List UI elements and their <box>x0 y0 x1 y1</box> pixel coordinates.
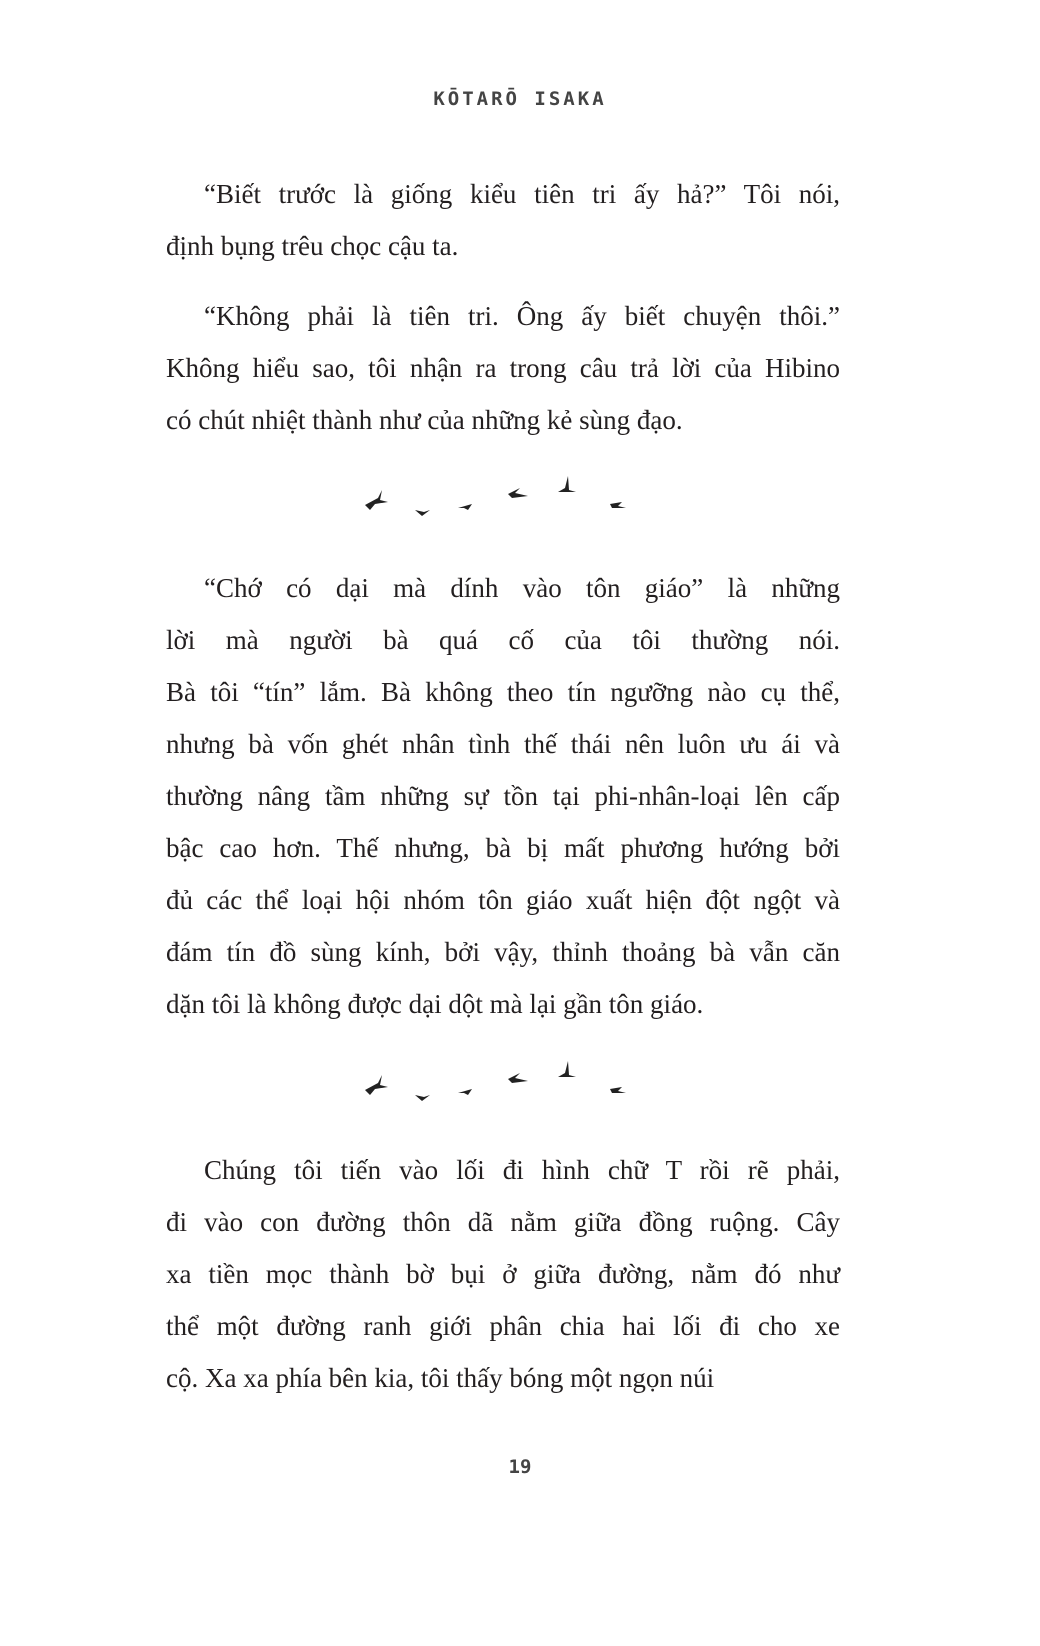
bird-ornament-divider <box>360 470 640 520</box>
text-line: đám tín đồ sùng kính, bởi vậy, thỉnh thoảng bà vẫn căn <box>166 937 840 967</box>
paragraph-2 <box>166 290 840 446</box>
bird-icon <box>610 1087 626 1093</box>
text-line: thường nâng tầm những sự tồn tại phi-nhân-loại lên cấp <box>166 781 840 811</box>
bird-icon <box>558 1061 576 1077</box>
text-line: Chúng tôi tiến vào lối đi hình chữ T rồi rẽ phải, <box>204 1155 840 1185</box>
text-line: “Không phải là tiên tri. Ông ấy biết chuyện thôi.” <box>204 301 840 331</box>
paragraph-1 <box>166 168 840 272</box>
bird-icon <box>610 502 626 508</box>
bird-icon <box>365 490 388 510</box>
page-number: 19 <box>508 1456 532 1478</box>
text-line: “Chớ có dại mà dính vào tôn giáo” là những <box>204 573 840 603</box>
bird-icon <box>558 476 576 492</box>
bird-icon <box>415 1095 430 1101</box>
text-line: có chút nhiệt thành như của những kẻ sùng đạo. <box>166 405 683 435</box>
bird-icon <box>458 504 472 510</box>
text-line: định bụng trêu chọc cậu ta. <box>166 231 459 261</box>
text-line: thể một đường ranh giới phân chia hai lối đi cho xe <box>166 1311 840 1341</box>
text-line: Không hiểu sao, tôi nhận ra trong câu trả lời của Hibino <box>166 353 840 383</box>
running-header-author: KŌTARŌ ISAKA <box>433 88 607 110</box>
text-line: đi vào con đường thôn dã nằm giữa đồng ruộng. Cây <box>166 1207 840 1237</box>
bird-icon <box>365 1075 388 1095</box>
text-line: đủ các thể loại hội nhóm tôn giáo xuất hiện đột ngột và <box>166 885 840 915</box>
text-line: cộ. Xa xa phía bên kia, tôi thấy bóng một ngọn núi <box>166 1363 715 1393</box>
bird-icon <box>508 488 528 498</box>
paragraph-3 <box>166 562 840 1030</box>
bird-icon <box>458 1089 472 1095</box>
text-line: Bà tôi “tín” lắm. Bà không theo tín ngưỡng nào cụ thể, <box>166 677 840 707</box>
text-line: nhưng bà vốn ghét nhân tình thế thái nên luôn ưu ái và <box>166 729 840 759</box>
bird-icon <box>415 510 430 516</box>
text-line: “Biết trước là giống kiểu tiên tri ấy hả?” Tôi nói, <box>204 179 840 209</box>
text-line: dặn tôi là không được dại dột mà lại gần tôn giáo. <box>166 989 704 1019</box>
text-line: lời mà người bà quá cố của tôi thường nói. <box>166 625 840 655</box>
text-line: bậc cao hơn. Thế nhưng, bà bị mất phương hướng bởi <box>166 833 840 863</box>
paragraph-4 <box>166 1144 840 1404</box>
text-line: xa tiền mọc thành bờ bụi ở giữa đường, nằm đó như <box>166 1259 840 1289</box>
bird-icon <box>508 1073 528 1083</box>
bird-ornament-divider <box>360 1055 640 1105</box>
